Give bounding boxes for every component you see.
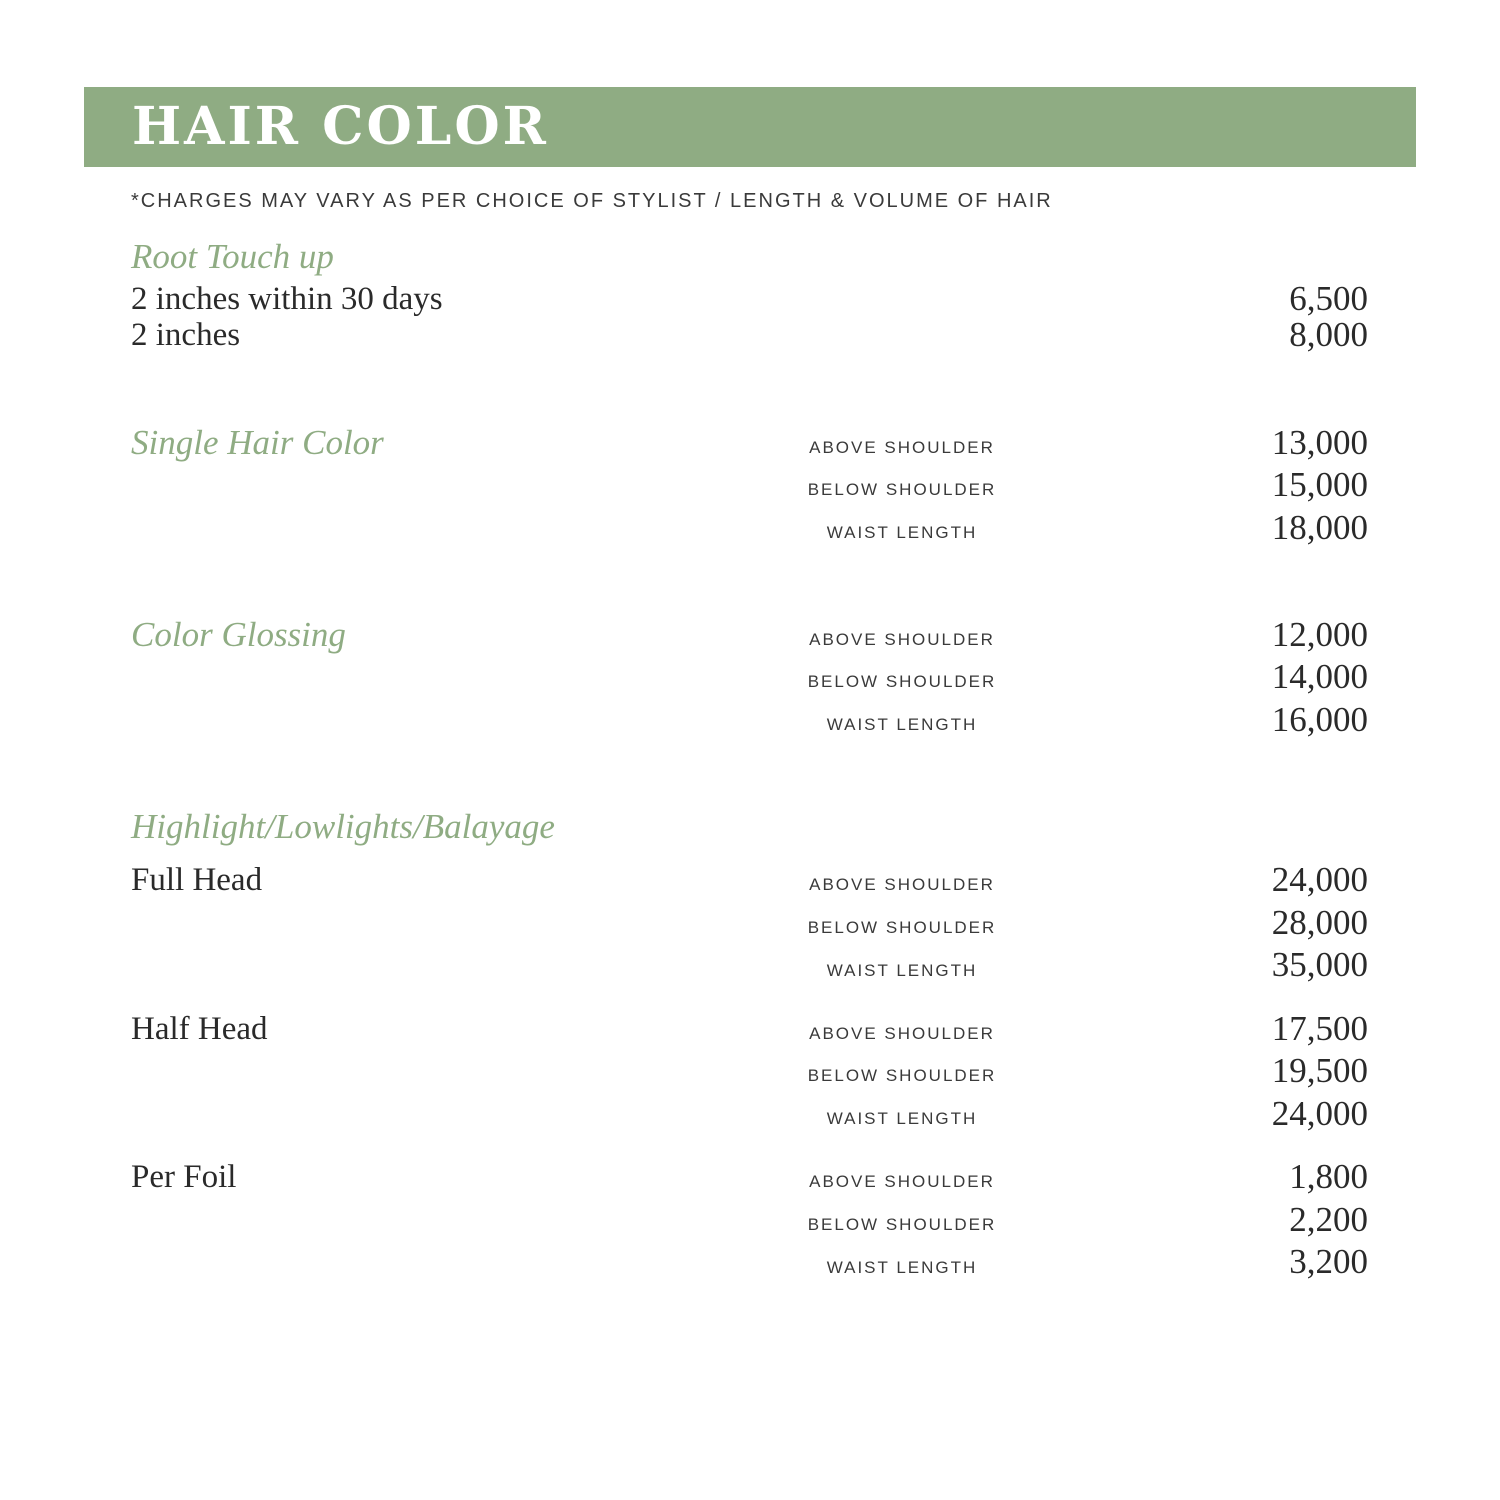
group-name-half-head: Half Head xyxy=(131,1011,268,1047)
item-name: 2 inches within 30 days xyxy=(131,281,443,317)
page-title: HAIR COLOR xyxy=(132,96,549,157)
tier-price: 18,000 xyxy=(1271,508,1368,547)
tier-price: 13,000 xyxy=(1271,423,1368,462)
tier-price: 3,200 xyxy=(1289,1242,1368,1281)
pricing-note: *CHARGES MAY VARY AS PER CHOICE OF STYLIST / LENGTH & VOLUME OF HAIR xyxy=(131,190,1053,212)
tier-label: BELOW SHOULDER xyxy=(807,480,997,499)
item-price: 6,500 xyxy=(1289,279,1368,318)
tier-label: ABOVE SHOULDER xyxy=(809,1172,995,1191)
section-title-root-touch-up: Root Touch up xyxy=(131,237,334,276)
tier-label: ABOVE SHOULDER xyxy=(809,438,995,457)
tier-price: 24,000 xyxy=(1271,860,1368,899)
tier-price: 28,000 xyxy=(1271,903,1368,942)
header-banner xyxy=(84,87,1416,167)
tier-price: 19,500 xyxy=(1271,1051,1368,1090)
tier-price: 14,000 xyxy=(1271,657,1368,696)
tier-label: ABOVE SHOULDER xyxy=(809,875,995,894)
tier-price: 24,000 xyxy=(1271,1094,1368,1133)
tier-label: WAIST LENGTH xyxy=(826,715,978,734)
tier-label: BELOW SHOULDER xyxy=(807,918,997,937)
item-name: 2 inches xyxy=(131,317,241,353)
tier-price: 35,000 xyxy=(1271,945,1368,984)
tier-price: 1,800 xyxy=(1289,1157,1368,1196)
group-name-per-foil: Per Foil xyxy=(131,1159,237,1195)
section-title-color-glossing: Color Glossing xyxy=(131,615,346,654)
tier-label: WAIST LENGTH xyxy=(826,1109,978,1128)
tier-price: 16,000 xyxy=(1271,700,1368,739)
tier-label: BELOW SHOULDER xyxy=(807,1215,997,1234)
tier-price: 15,000 xyxy=(1271,465,1368,504)
tier-label: BELOW SHOULDER xyxy=(807,1066,997,1085)
tier-label: BELOW SHOULDER xyxy=(807,672,997,691)
item-price: 8,000 xyxy=(1289,315,1368,354)
tier-label: WAIST LENGTH xyxy=(826,1258,978,1277)
group-name-full-head: Full Head xyxy=(131,862,263,898)
tier-price: 2,200 xyxy=(1289,1200,1368,1239)
section-title-single-hair-color: Single Hair Color xyxy=(131,423,384,462)
tier-label: ABOVE SHOULDER xyxy=(809,1024,995,1043)
section-title-highlights: Highlight/Lowlights/Balayage xyxy=(131,807,555,846)
tier-price: 17,500 xyxy=(1271,1009,1368,1048)
tier-label: WAIST LENGTH xyxy=(826,961,978,980)
tier-price: 12,000 xyxy=(1271,615,1368,654)
tier-label: WAIST LENGTH xyxy=(826,523,978,542)
tier-label: ABOVE SHOULDER xyxy=(809,630,995,649)
